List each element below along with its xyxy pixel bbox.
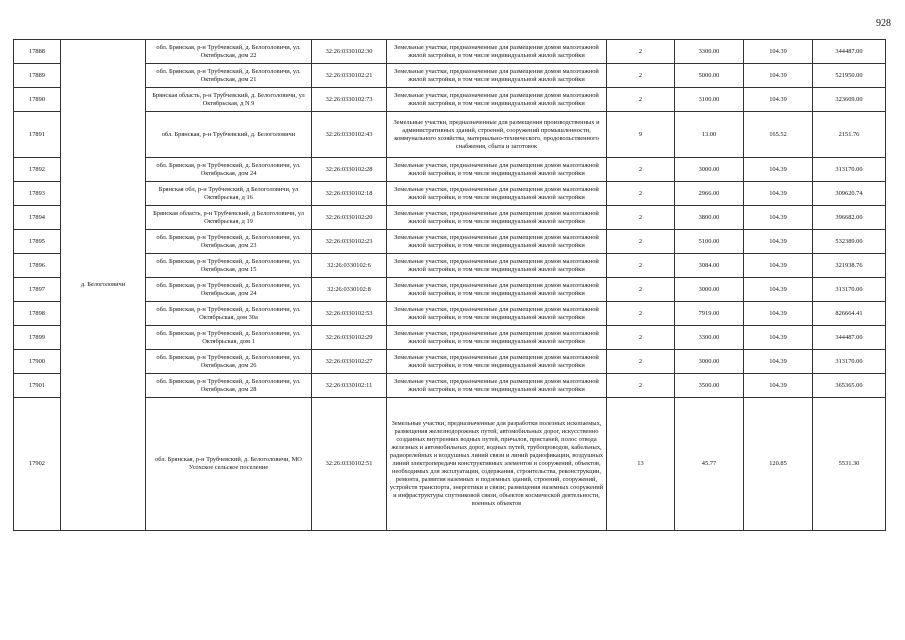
cadastral-number-cell: 32:26:0330102:27 xyxy=(312,350,387,374)
rate-cell: 104.39 xyxy=(744,88,813,112)
rate-cell: 104.39 xyxy=(744,40,813,64)
value-cell: 344487.00 xyxy=(813,40,886,64)
value-cell: 313170.00 xyxy=(813,158,886,182)
area-cell: 13.00 xyxy=(675,112,744,158)
land-use-cell: Земельные участки, предназначенные для размещения домов малоэтажной жилой застройки, в том числе индивидуальной жилой застройки xyxy=(387,158,607,182)
land-use-cell: Земельные участки, предназначенные для размещения домов малоэтажной жилой застройки, в том числе индивидуальной жилой застройки xyxy=(387,230,607,254)
area-cell: 45.77 xyxy=(675,398,744,531)
value-cell: 365365.00 xyxy=(813,374,886,398)
row-number: 17897 xyxy=(14,278,61,302)
area-cell: 5100.00 xyxy=(675,230,744,254)
area-cell: 3300.00 xyxy=(675,40,744,64)
row-number: 17890 xyxy=(14,88,61,112)
cadastral-number-cell: 32:26:0330102:20 xyxy=(312,206,387,230)
rate-cell: 104.39 xyxy=(744,64,813,88)
area-cell: 3000.00 xyxy=(675,158,744,182)
land-use-cell: Земельные участки, предназначенные для размещения домов малоэтажной жилой застройки, в том числе индивидуальной жилой застройки xyxy=(387,302,607,326)
group-cell: 2 xyxy=(607,254,675,278)
land-use-cell: Земельные участки, предназначенные для размещения домов малоэтажной жилой застройки, в том числе индивидуальной жилой застройки xyxy=(387,206,607,230)
row-number: 17888 xyxy=(14,40,61,64)
area-cell: 5000.00 xyxy=(675,64,744,88)
rate-cell: 104.39 xyxy=(744,254,813,278)
area-cell: 3000.00 xyxy=(675,278,744,302)
area-cell: 3800.00 xyxy=(675,206,744,230)
area-cell: 7919.00 xyxy=(675,302,744,326)
land-use-cell: Земельные участки, предназначенные для размещения производственных и административных зданий, строений, сооружений промышленности, коммунального хозяйства, материально-технического, продовольственного снабжения, сбыта и заготовок xyxy=(387,112,607,158)
land-use-cell: Земельные участки, предназначенные для размещения домов малоэтажной жилой застройки, в том числе индивидуальной жилой застройки xyxy=(387,350,607,374)
group-cell: 2 xyxy=(607,206,675,230)
area-cell: 3100.00 xyxy=(675,88,744,112)
group-cell: 2 xyxy=(607,278,675,302)
address-cell: обл. Брянская, р-н Трубчевский, д. Белоголовичи, ул. Октябрьская, дом 1 xyxy=(146,326,312,350)
area-cell: 3000.00 xyxy=(675,350,744,374)
row-number: 17900 xyxy=(14,350,61,374)
rate-cell: 104.39 xyxy=(744,230,813,254)
area-cell: 2966.00 xyxy=(675,182,744,206)
value-cell: 396682.00 xyxy=(813,206,886,230)
group-cell: 13 xyxy=(607,398,675,531)
land-use-cell: Земельные участки, предназначенные для размещения домов малоэтажной жилой застройки, в том числе индивидуальной жилой застройки xyxy=(387,254,607,278)
address-cell: обл. Брянская, р-н Трубчевский, д. Белоголовичи, ул. Октябрьская, дом 23 xyxy=(146,230,312,254)
land-use-cell: Земельные участки, предназначенные для размещения домов малоэтажной жилой застройки, в том числе индивидуальной жилой застройки xyxy=(387,278,607,302)
cadastral-number-cell: 32:26:0330102:11 xyxy=(312,374,387,398)
address-cell: обл. Брянская, р-н Трубчевский, д. Белоголовичи, ул. Октябрьская, дом 24 xyxy=(146,158,312,182)
address-cell: обл. Брянская, р-н Трубчевский, д. Белоголовичи, ул. Октябрьская, дом 15 xyxy=(146,254,312,278)
rate-cell: 120.85 xyxy=(744,398,813,531)
row-number: 17899 xyxy=(14,326,61,350)
rate-cell: 104.39 xyxy=(744,278,813,302)
page-number: 928 xyxy=(876,18,891,29)
rate-cell: 104.39 xyxy=(744,182,813,206)
land-use-cell: Земельные участки, предназначенные для размещения домов малоэтажной жилой застройки, в том числе индивидуальной жилой застройки xyxy=(387,326,607,350)
group-cell: 2 xyxy=(607,230,675,254)
cadastral-number-cell: 32:26:0330102:43 xyxy=(312,112,387,158)
cadastral-number-cell: 32:26:0330102:30 xyxy=(312,40,387,64)
row-number: 17898 xyxy=(14,302,61,326)
group-cell: 2 xyxy=(607,182,675,206)
row-number: 17902 xyxy=(14,398,61,531)
group-cell: 2 xyxy=(607,64,675,88)
address-cell: обл. Брянская, р-н Трубчевский, д. Белоголовичи, МО Усохское сельское поселение xyxy=(146,398,312,531)
value-cell: 521950.00 xyxy=(813,64,886,88)
row-number: 17891 xyxy=(14,112,61,158)
row-number: 17894 xyxy=(14,206,61,230)
address-cell: обл. Брянская, р-н Трубчевский, д. Белоголовичи, ул. Октябрьская, дом 28 xyxy=(146,374,312,398)
cadastral-number-cell: 32:26:0330102:23 xyxy=(312,230,387,254)
group-cell: 2 xyxy=(607,158,675,182)
address-cell: обл. Брянская, р-н Трубчевский, д. Белоголовичи, ул. Октябрьская, дом 21 xyxy=(146,64,312,88)
land-use-cell: Земельные участки, предназначенные для разработки полезных ископаемых, размещения железнодорожных путей, автомобильных дорог, искусственно созданных внутренних водных путей, причалов, пристаней, полос отвода железных и автомобильных дорог, водных путей, трубопроводов, кабельных, радиорелейных и воздушных линий связи и линий радиофикации, воздушных линий электропередачи конструктивных элементов и сооружений, объектов, необходимых для эксплуатации, содержания, строительства, реконструкции, ремонта, развития наземных и подземных зданий, строений, сооружений, устройств транспорта, энергетики и связи; размещения наземных сооружений и инфраструктуры спутниковой связи, объектов космической деятельности, военных объектов xyxy=(387,398,607,531)
value-cell: 532389.00 xyxy=(813,230,886,254)
cadastral-number-cell: 32:26:0330102:28 xyxy=(312,158,387,182)
value-cell: 5531.30 xyxy=(813,398,886,531)
cadastral-number-cell: 32:26:0330102:73 xyxy=(312,88,387,112)
area-cell: 3300.00 xyxy=(675,326,744,350)
value-cell: 2151.76 xyxy=(813,112,886,158)
area-cell: 3084.00 xyxy=(675,254,744,278)
cadastral-number-cell: 32:26:0330102:51 xyxy=(312,398,387,531)
rate-cell: 104.39 xyxy=(744,302,813,326)
land-use-cell: Земельные участки, предназначенные для размещения домов малоэтажной жилой застройки, в том числе индивидуальной жилой застройки xyxy=(387,64,607,88)
value-cell: 313170.00 xyxy=(813,278,886,302)
row-number: 17895 xyxy=(14,230,61,254)
address-cell: обл. Брянская, р-н Трубчевский, д. Белоголовичи xyxy=(146,112,312,158)
value-cell: 826664.41 xyxy=(813,302,886,326)
rate-cell: 104.39 xyxy=(744,374,813,398)
row-number: 17893 xyxy=(14,182,61,206)
cadastral-number-cell: 32:26:0330102:18 xyxy=(312,182,387,206)
address-cell: обл. Брянская, р-н Трубчевский, д. Белоголовичи, ул. Октябрьская, дом 22 xyxy=(146,40,312,64)
rate-cell: 104.39 xyxy=(744,158,813,182)
group-cell: 2 xyxy=(607,326,675,350)
value-cell: 313170.00 xyxy=(813,350,886,374)
row-number: 17896 xyxy=(14,254,61,278)
cadastral-number-cell: 32:26:0330102:53 xyxy=(312,302,387,326)
settlement-cell: д. Белоголовичи xyxy=(61,40,146,531)
row-number: 17892 xyxy=(14,158,61,182)
group-cell: 2 xyxy=(607,350,675,374)
group-cell: 2 xyxy=(607,302,675,326)
address-cell: обл. Брянская, р-н Трубчевский, д. Белоголовичи, ул. Октябрьская, дом 30а xyxy=(146,302,312,326)
rate-cell: 165.52 xyxy=(744,112,813,158)
cadastral-number-cell: 32:26:0330102:6 xyxy=(312,254,387,278)
area-cell: 3500.00 xyxy=(675,374,744,398)
group-cell: 9 xyxy=(607,112,675,158)
group-cell: 2 xyxy=(607,88,675,112)
cadastral-table xyxy=(13,39,886,531)
value-cell: 321938.76 xyxy=(813,254,886,278)
cadastral-number-cell: 32:26:0330102:29 xyxy=(312,326,387,350)
land-use-cell: Земельные участки, предназначенные для размещения домов малоэтажной жилой застройки, в том числе индивидуальной жилой застройки xyxy=(387,40,607,64)
address-cell: обл. Брянская, р-н Трубчевский, д. Белоголовичи, ул. Октябрьская, дом 24 xyxy=(146,278,312,302)
address-cell: Брянская обл, р-н Трубчевский, д Белоголовичи, ул Октябрьская, д 16 xyxy=(146,182,312,206)
rate-cell: 104.39 xyxy=(744,350,813,374)
cadastral-number-cell: 32:26:0330102:21 xyxy=(312,64,387,88)
land-use-cell: Земельные участки, предназначенные для размещения домов малоэтажной жилой застройки, в том числе индивидуальной жилой застройки xyxy=(387,182,607,206)
table-body xyxy=(14,40,886,531)
group-cell: 2 xyxy=(607,374,675,398)
value-cell: 323609.00 xyxy=(813,88,886,112)
table-row xyxy=(14,40,886,64)
rate-cell: 104.39 xyxy=(744,206,813,230)
row-number: 17901 xyxy=(14,374,61,398)
cadastral-number-cell: 32:26:0330102:8 xyxy=(312,278,387,302)
land-use-cell: Земельные участки, предназначенные для размещения домов малоэтажной жилой застройки, в том числе индивидуальной жилой застройки xyxy=(387,88,607,112)
land-use-cell: Земельные участки, предназначенные для размещения домов малоэтажной жилой застройки, в том числе индивидуальной жилой застройки xyxy=(387,374,607,398)
value-cell: 344487.00 xyxy=(813,326,886,350)
rate-cell: 104.39 xyxy=(744,326,813,350)
group-cell: 2 xyxy=(607,40,675,64)
address-cell: обл. Брянская, р-н Трубчевский, д. Белоголовичи, ул. Октябрьская, дом 26 xyxy=(146,350,312,374)
address-cell: Брянская область, р-н Трубчевский, д. Белоголовичи, ул Октябрьская, д N 9 xyxy=(146,88,312,112)
value-cell: 309620.74 xyxy=(813,182,886,206)
row-number: 17889 xyxy=(14,64,61,88)
address-cell: Брянская область, р-н Трубчевский, д Белоголовичи, ул Октябрьская, д 19 xyxy=(146,206,312,230)
